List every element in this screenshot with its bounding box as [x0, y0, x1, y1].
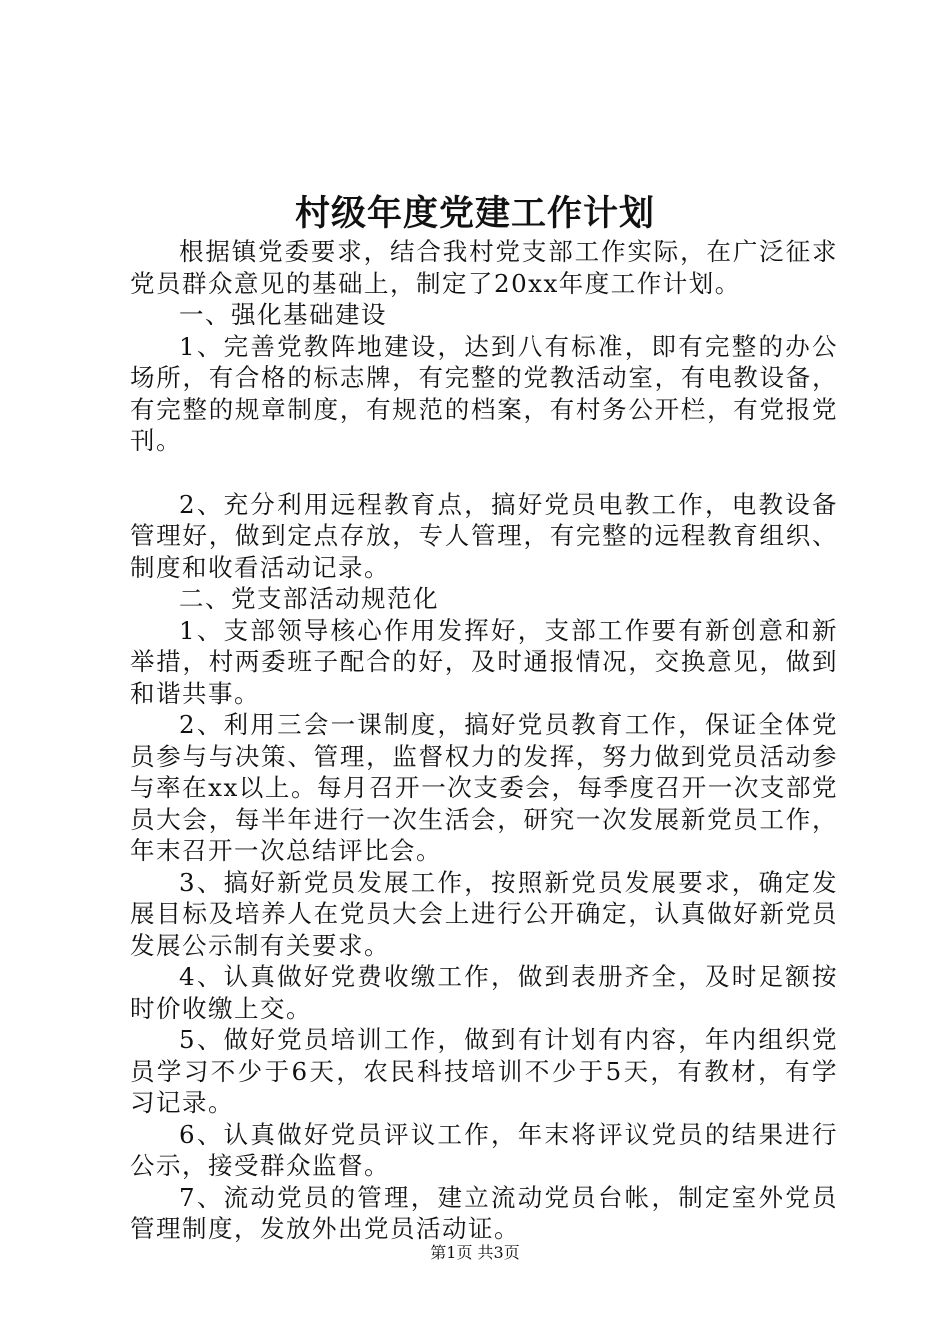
- paragraph-2-4: 4、认真做好党费收缴工作，做到表册齐全，及时足额按时价收缴上交。: [130, 962, 838, 1023]
- paragraph-2-3: 3、搞好新党员发展工作，按照新党员发展要求，确定发展目标及培养人在党员大会上进行公开确定，认真做好新党员发展公示制有关要求。: [130, 867, 838, 960]
- paragraph-1-2: 2、充分利用远程教育点，搞好党员电教工作，电教设备管理好，做到定点存放，专人管理，有完整的远程教育组织、制度和收看活动记录。: [130, 489, 838, 582]
- paragraph-2-1: 1、支部领导核心作用发挥好，支部工作要有新创意和新举措，村两委班子配合的好，及时通报情况，交换意见，做到和谐共事。: [130, 615, 838, 708]
- paragraph-2-5: 5、做好党员培训工作，做到有计划有内容，年内组织党员学习不少于6天，农民科技培训不少于5天，有教材，有学习记录。: [130, 1025, 838, 1117]
- paragraph-2-6: 6、认真做好党员评议工作，年末将评议党员的结果进行公示，接受群众监督。: [130, 1119, 838, 1180]
- section-heading-1: 一、强化基础建设: [179, 300, 387, 329]
- document-title: 村级年度党建工作计划: [294, 194, 655, 234]
- section-heading-2: 二、党支部活动规范化: [179, 584, 439, 613]
- document-body: [130, 236, 838, 1245]
- intro-paragraph: 根据镇党委要求，结合我村党支部工作实际，在广泛征求党员群众意见的基础上，制定了20xx年度工作计划。: [130, 237, 838, 298]
- page-number-footer: 第1页 共3页: [430, 1243, 520, 1262]
- paragraph-2-7: 7、流动党员的管理，建立流动党员台帐，制定室外党员管理制度，发放外出党员活动证。: [130, 1182, 838, 1243]
- paragraph-1-1: 1、完善党教阵地建设，达到八有标准，即有完整的办公场所，有合格的标志牌，有完整的党教活动室，有电教设备，有完整的规章制度，有规范的档案，有村务公开栏，有党报党刊。: [130, 331, 838, 455]
- paragraph-2-2: 2、利用三会一课制度，搞好党员教育工作，保证全体党员参与与决策、管理，监督权力的发挥，努力做到党员活动参与率在xx以上。每月召开一次支委会，每季度召开一次支部党员大会，每半年进行一次生活会，研究一次发展新党员工作，年末召开一次总结评比会。: [130, 710, 838, 865]
